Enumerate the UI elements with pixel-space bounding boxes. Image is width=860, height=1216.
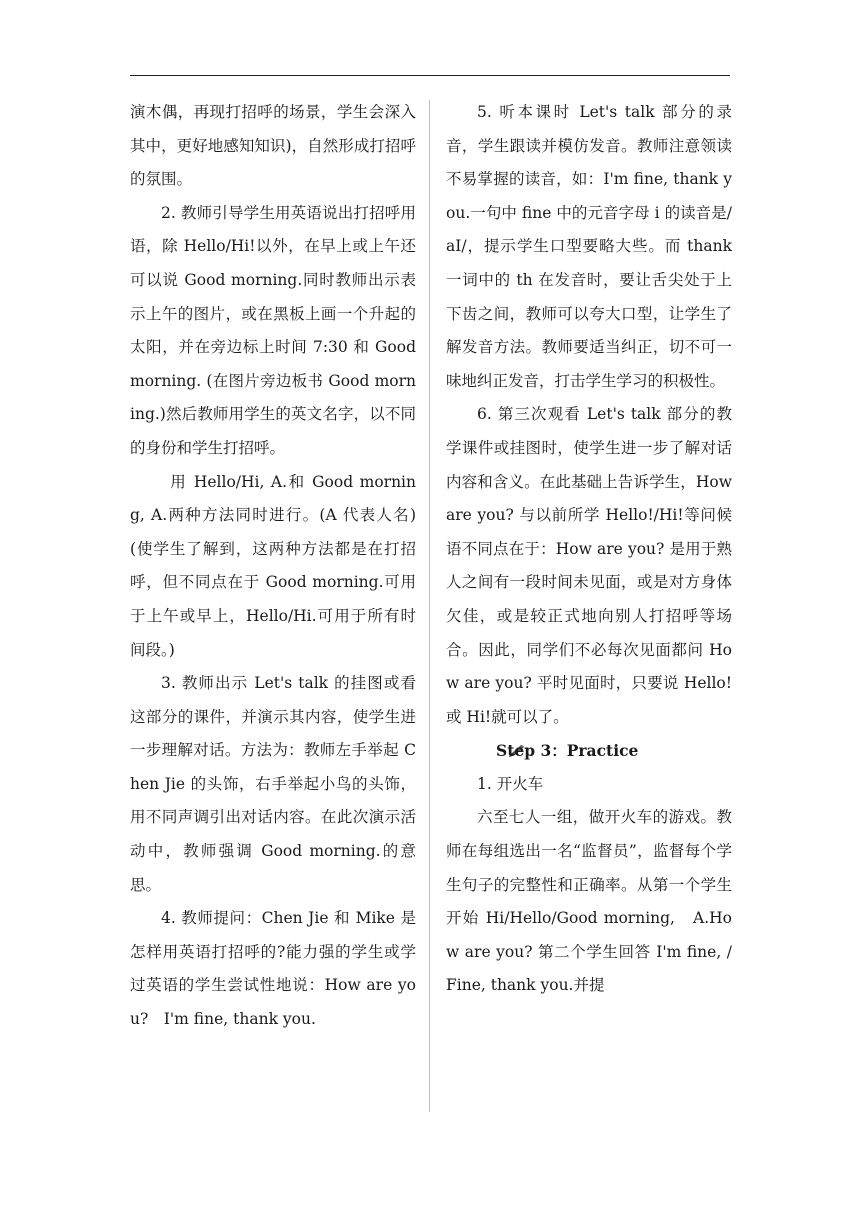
paragraph: 演木偶，再现打招呼的场景，学生会深入其中，更好地感知知识)，自然形成打招呼的氛围。 bbox=[130, 103, 416, 189]
paragraph: 六至七人一组，做开火车的游戏。教师在每组选出一名“监督员”，监督每个学生句子的完整性和正确率。从第一个学生开始 Hi/Hello/Good morning, A.How are you? 第二个学生回答 I'm fine, /Fine, thank you.并提 bbox=[446, 808, 732, 995]
right-column bbox=[446, 96, 732, 1003]
paragraph: 2. 教师引导学生用英语说出打招呼用语，除 Hello/Hi!以外，在早上或上午还可以说 Good morning.同时教师出示表示上午的图片，或在黑板上画一个升起的太阳，并在旁边标上时间 7:30 和 Good morning. (在图片旁边板书 Good morning.)然后教师用学生的英文名字，以不同的身份和学生打招呼。 bbox=[130, 203, 416, 457]
paragraph: 4. 教师提问：Chen Jie 和 Mike 是怎样用英语打招呼的?能力强的学生或学过英语的学生尝试性地说：How are you? I'm fine, thank you. bbox=[130, 909, 416, 1029]
paragraph: 用 Hello/Hi, A.和 Good morning, A.两种方法同时进行。(A 代表人名)(使学生了解到，这两种方法都是在打招呼，但不同点在于 Good morning.可用于上午或早上，Hello/Hi.可用于所有时间段。) bbox=[130, 472, 416, 659]
paragraph: 6. 第三次观看 Let's talk 部分的教学课件或挂图时，使学生进一步了解对话内容和含义。在此基础上告诉学生，How are you? 与以前所学 Hello!/Hi!等问候语不同点在于：How are you? 是用于熟人之间有一段时间未见面，或是对方身体欠佳，或是较正式地向别人打招呼等场合。因此，同学们不必每次见面都问 How are you? 平时见面时，只要说 Hello!或 Hi!就可以了。 bbox=[446, 405, 732, 726]
paragraph: 3. 教师出示 Let's talk 的挂图或看这部分的课件，并演示其内容，使学生进一步理解对话。方法为：教师左手举起 Chen Jie 的头饰，右手举起小鸟的头饰，用不同声调引出对话内容。在此次演示活动中，教师强调 Good morning.的意思。 bbox=[130, 674, 416, 894]
paragraph: 5. 听本课时 Let's talk 部分的录音，学生跟读并模仿发音。教师注意领读不易掌握的读音，如：I'm fine, thank you.一句中 fine 中的元音字母 i 的读音是/aI/，提示学生口型要略大些。而 thank 一词中的 th 在发音时，要让舌尖处于上下齿之间，教师可以夸大口型，让学生了解发音方法。教师要适当纠正，切不可一味地纠正发音，打击学生学习的积极性。 bbox=[446, 103, 732, 390]
column-divider bbox=[429, 100, 430, 1112]
header-rule bbox=[130, 75, 730, 76]
pen-icon bbox=[477, 736, 495, 750]
step-heading bbox=[446, 734, 732, 768]
step-heading-text: Step 3：Practice bbox=[496, 741, 639, 761]
paragraph: 1. 开火车 bbox=[477, 774, 544, 793]
left-column bbox=[130, 96, 416, 1037]
